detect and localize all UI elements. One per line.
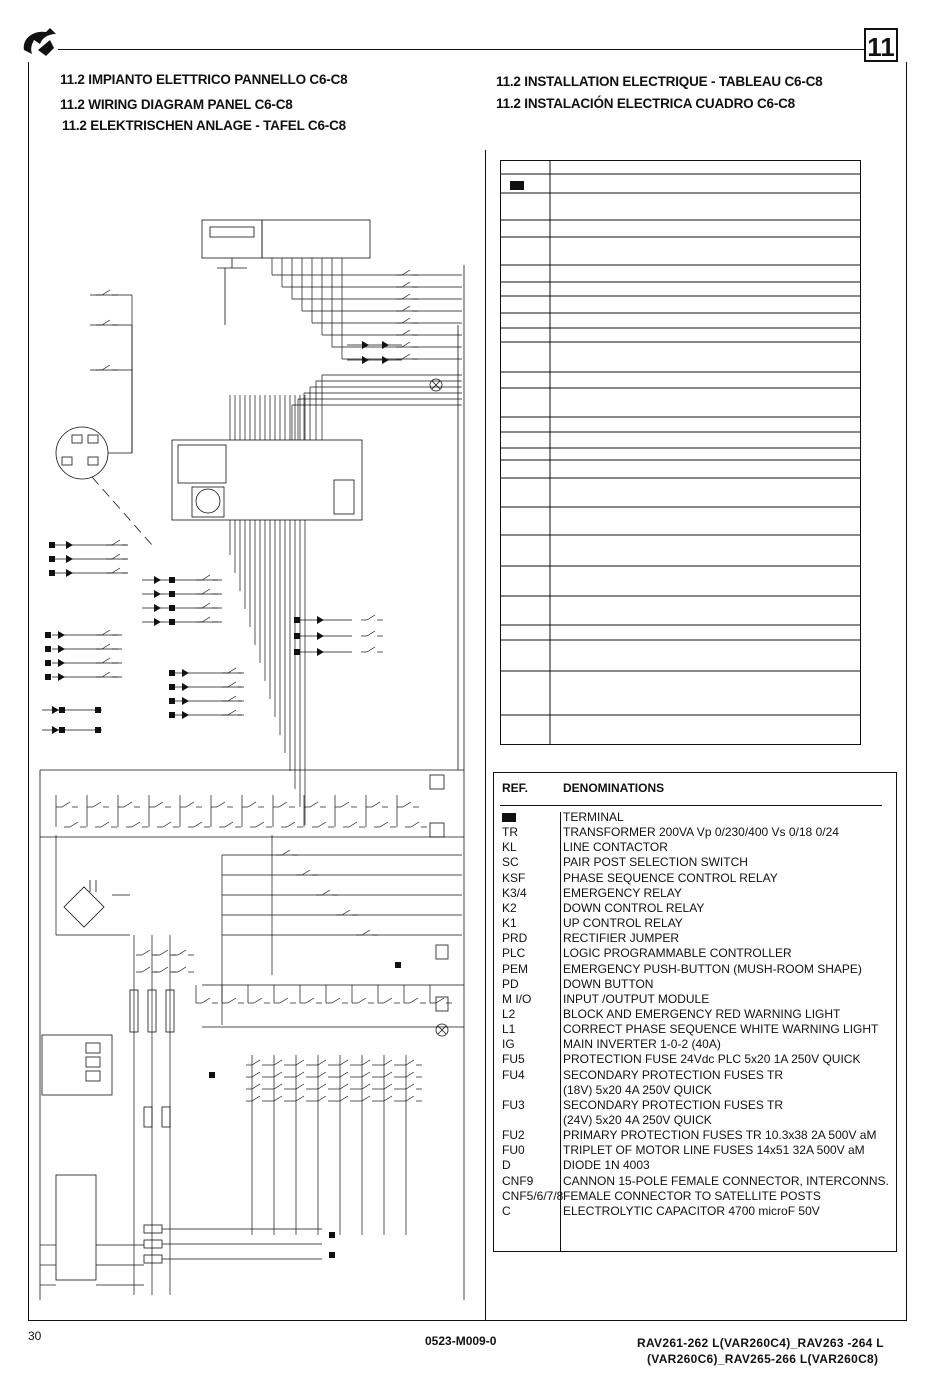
legend-ref: KSF xyxy=(502,870,526,885)
legend-denomination: EMERGENCY PUSH-BUTTON (MUSH-ROOM SHAPE) xyxy=(563,961,862,976)
legend-denomination: (18V) 5x20 4A 250V QUICK xyxy=(563,1082,712,1097)
frame-divider xyxy=(485,150,486,1320)
legend-ref: K1 xyxy=(502,916,517,931)
legend-denomination: PROTECTION FUSE 24Vdc PLC 5x20 1A 250V QUICK xyxy=(563,1052,861,1067)
legend-denominations-header: DENOMINATIONS xyxy=(563,781,665,795)
legend-column-divider xyxy=(560,812,561,1252)
title-es: 11.2 INSTALACIÓN ELECTRICA CUADRO C6-C8 xyxy=(496,96,795,111)
legend-denomination: BLOCK AND EMERGENCY RED WARNING LIGHT xyxy=(563,1006,841,1021)
legend-ref: FU3 xyxy=(502,1097,525,1112)
legend-ref: C xyxy=(502,1203,511,1218)
legend-denomination: DOWN BUTTON xyxy=(563,976,654,991)
legend-ref: PD xyxy=(502,976,519,991)
legend-denomination: MAIN INVERTER 1-0-2 (40A) xyxy=(563,1037,721,1052)
legend-ref: PRD xyxy=(502,931,528,946)
legend-ref: K3/4 xyxy=(502,885,527,900)
legend-denomination: CORRECT PHASE SEQUENCE WHITE WARNING LIGHT xyxy=(563,1022,879,1037)
legend-denomination: LINE CONTACTOR xyxy=(563,840,668,855)
legend-denomination: INPUT /OUTPUT MODULE xyxy=(563,991,710,1006)
legend-ref-header: REF. xyxy=(502,781,529,795)
legend-ref: L1 xyxy=(502,1022,516,1037)
document-code: 0523-M009-0 xyxy=(425,1334,497,1348)
legend-ref: IG xyxy=(502,1037,515,1052)
legend-ref: FU5 xyxy=(502,1052,525,1067)
legend-ref: M I/O xyxy=(502,991,532,1006)
brand-logo-icon xyxy=(20,26,60,58)
title-it: 11.2 IMPIANTO ELETTRICO PANNELLO C6-C8 xyxy=(60,72,348,87)
page-number: 30 xyxy=(28,1329,42,1343)
legend-denomination: TRANSFORMER 200VA Vp 0/230/400 Vs 0/18 0/24 xyxy=(563,825,839,840)
legend-denomination: CANNON 15-POLE FEMALE CONNECTOR, INTERCONNS. xyxy=(563,1173,889,1188)
legend-denomination: PAIR POST SELECTION SWITCH xyxy=(563,855,748,870)
chapter-number: 11 xyxy=(864,28,898,62)
legend-ref: SC xyxy=(502,855,519,870)
legend-denomination: TERMINAL xyxy=(563,810,624,824)
title-en: 11.2 WIRING DIAGRAM PANEL C6-C8 xyxy=(60,97,293,112)
legend-header-rule xyxy=(500,805,882,806)
legend-ref: L2 xyxy=(502,1006,516,1021)
title-de: 11.2 ELEKTRISCHEN ANLAGE - TAFEL C6-C8 xyxy=(62,118,346,133)
title-fr: 11.2 INSTALLATION ELECTRIQUE - TABLEAU C6-C8 xyxy=(496,74,823,89)
legend-ref: TR xyxy=(502,825,518,840)
legend-denomination: FEMALE CONNECTOR TO SATELLITE POSTS xyxy=(563,1188,821,1203)
legend-ref: D xyxy=(502,1158,511,1173)
frame-bottom xyxy=(28,1320,907,1321)
legend-denomination: PHASE SEQUENCE CONTROL RELAY xyxy=(563,870,778,885)
legend-ref: FU2 xyxy=(502,1128,525,1143)
legend-ref: PEM xyxy=(502,961,529,976)
legend-denomination: SECONDARY PROTECTION FUSES TR xyxy=(563,1097,784,1112)
legend-ref: CNF5/6/7/8 xyxy=(502,1188,564,1203)
empty-reference-table xyxy=(500,160,862,746)
legend-denomination: (24V) 5x20 4A 250V QUICK xyxy=(563,1113,712,1127)
legend-ref: FU0 xyxy=(502,1143,525,1158)
legend-denomination: PRIMARY PROTECTION FUSES TR 10.3x38 2A 500V aM xyxy=(563,1128,877,1143)
header-rule xyxy=(58,49,864,50)
legend-denomination: TRIPLET OF MOTOR LINE FUSES 14x51 32A 500V aM xyxy=(563,1143,865,1158)
frame-right xyxy=(906,62,907,1320)
legend-denomination: RECTIFIER JUMPER xyxy=(563,931,680,946)
legend-ref: CNF9 xyxy=(502,1173,534,1188)
legend-denomination: LOGIC PROGRAMMABLE CONTROLLER xyxy=(563,946,792,961)
legend-denomination: DOWN CONTROL RELAY xyxy=(563,900,705,915)
legend-denomination: UP CONTROL RELAY xyxy=(563,916,683,931)
legend-denomination: ELECTROLYTIC CAPACITOR 4700 microF 50V xyxy=(563,1203,820,1218)
model-codes-line2: (VAR260C6)_RAV265-266 L(VAR260C8) xyxy=(647,1352,879,1366)
legend-ref: KL xyxy=(502,840,517,855)
legend-denomination: DIODE 1N 4003 xyxy=(563,1158,650,1173)
legend-ref: FU4 xyxy=(502,1067,525,1082)
legend-denomination: EMERGENCY RELAY xyxy=(563,885,682,900)
legend-ref: PLC xyxy=(502,946,526,961)
model-codes-line1: RAV261-262 L(VAR260C4)_RAV263 -264 L xyxy=(637,1336,884,1350)
wiring-diagram xyxy=(32,195,480,1310)
legend-denomination: SECONDARY PROTECTION FUSES TR xyxy=(563,1067,784,1082)
legend-ref: K2 xyxy=(502,900,517,915)
frame-left xyxy=(28,62,29,1320)
terminal-swatch-icon xyxy=(502,810,516,825)
